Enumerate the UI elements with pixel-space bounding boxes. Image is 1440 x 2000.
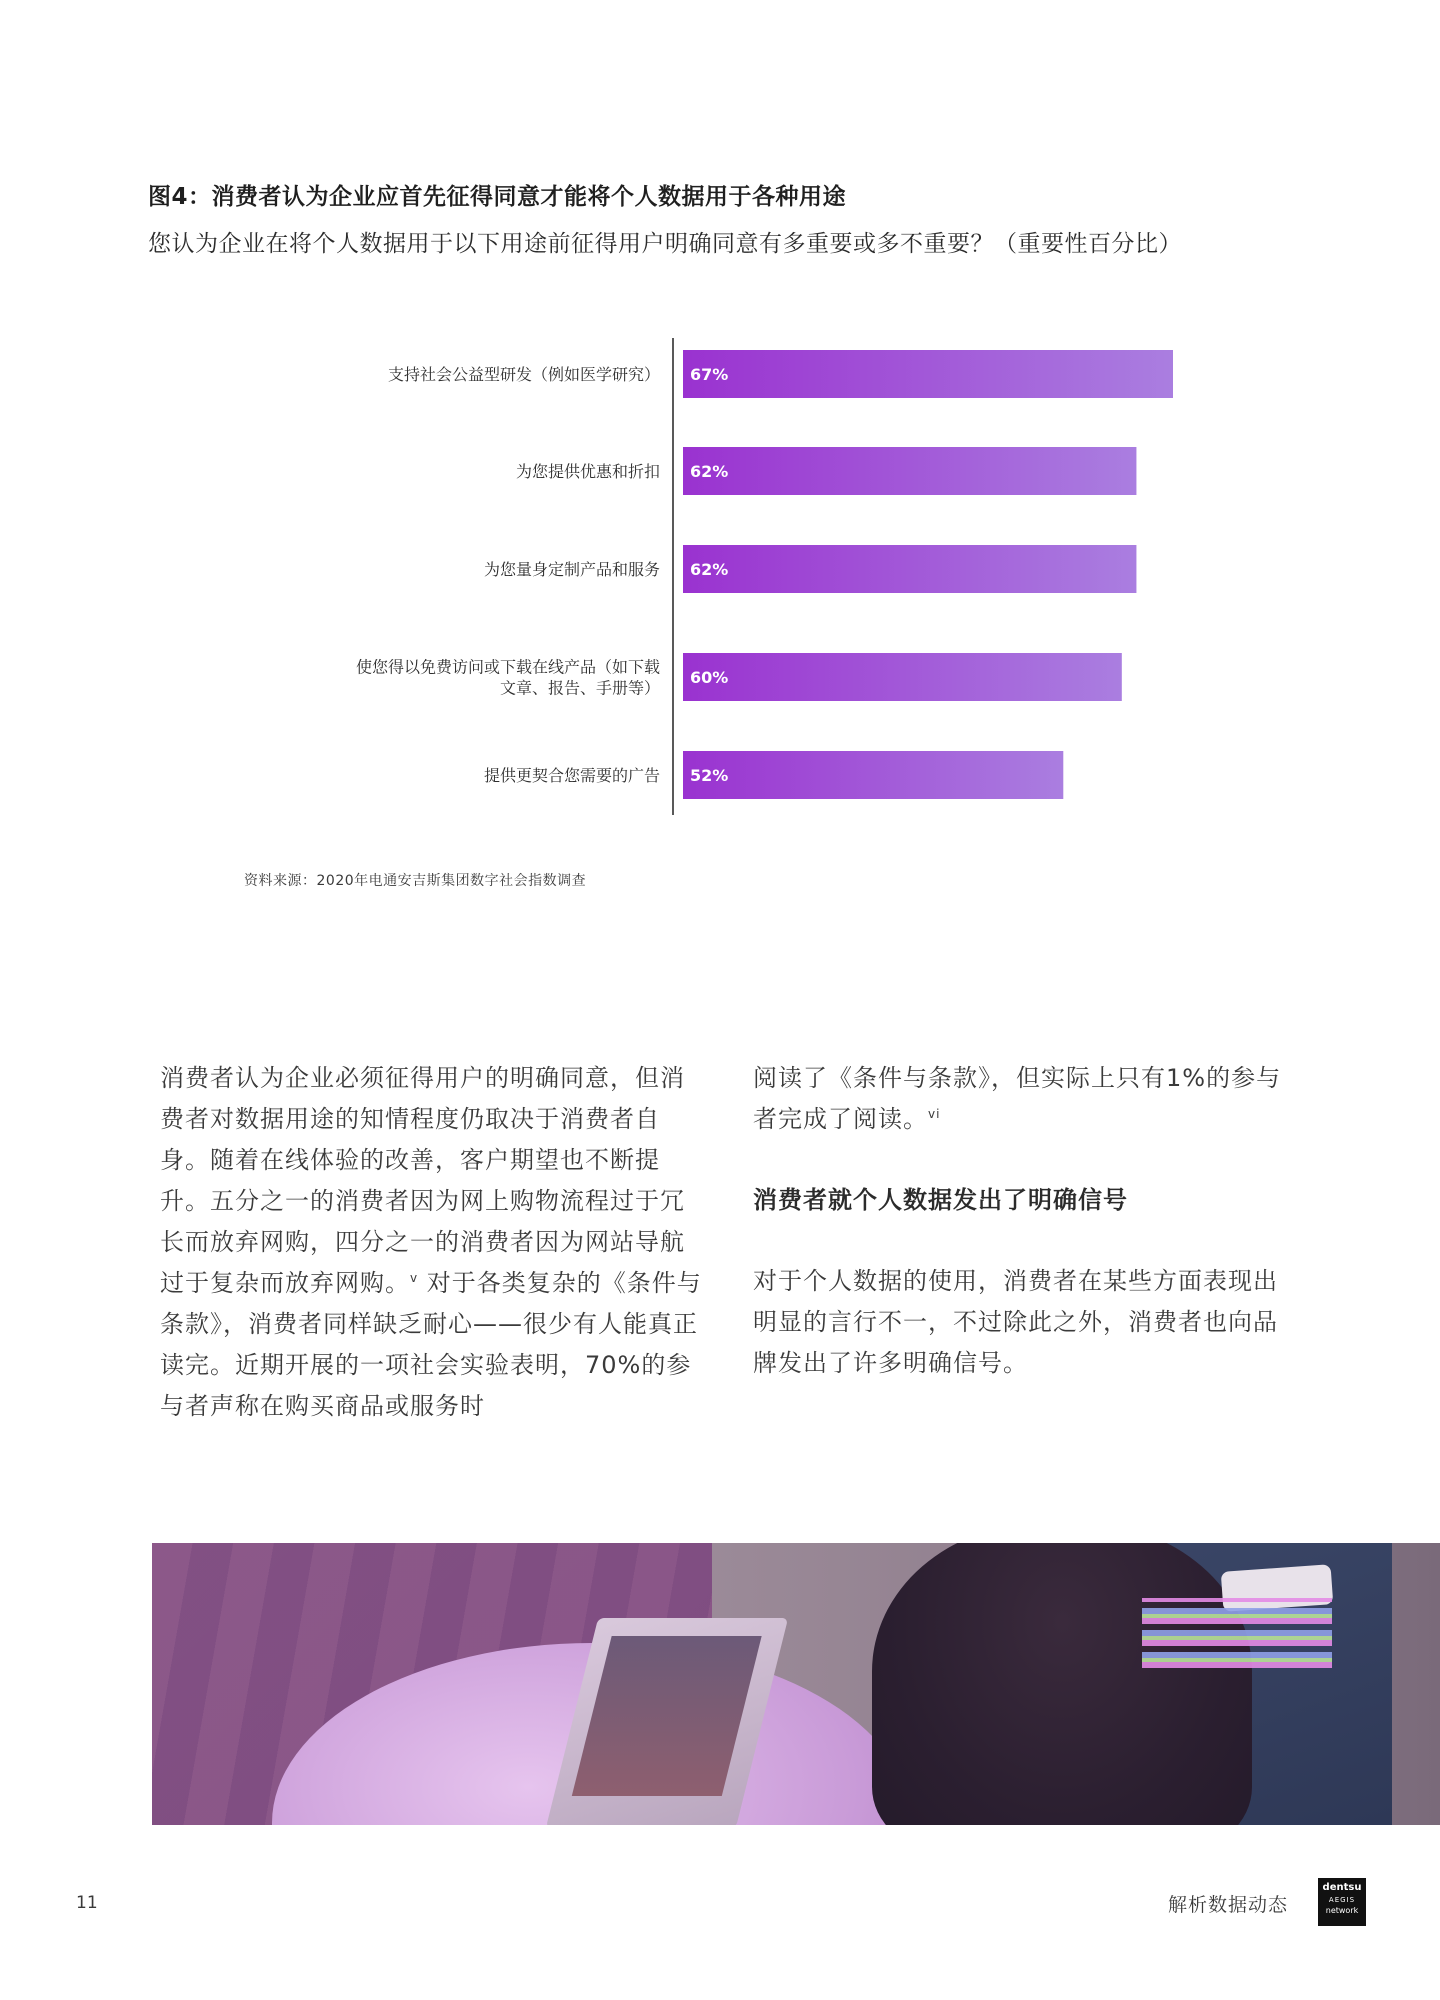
figure-title: 图4：消费者认为企业应首先征得同意才能将个人数据用于各种用途 bbox=[148, 184, 847, 210]
bar-2 bbox=[683, 447, 1136, 495]
chart-source: 资料来源：2020年电通安吉斯集团数字社会指数调查 bbox=[244, 873, 587, 889]
logo-text-dentsu: dentsu bbox=[1322, 1882, 1362, 1893]
body-paragraph-right bbox=[753, 1058, 1298, 1140]
bar-value-label-2: 62% bbox=[690, 462, 729, 481]
photo-person bbox=[872, 1543, 1252, 1825]
dentsu-aegis-logo bbox=[1318, 1878, 1366, 1926]
bar-value-label-1: 67% bbox=[690, 365, 729, 384]
category-label-2: 为您提供优惠和折扣 bbox=[515, 462, 660, 481]
footer-title: 解析数据动态 bbox=[1168, 1894, 1289, 1916]
bar-5 bbox=[683, 751, 1063, 799]
photo-person-laptop bbox=[152, 1543, 1440, 1825]
bar-value-label-5: 52% bbox=[690, 766, 729, 785]
category-label-3: 为您量身定制产品和服务 bbox=[483, 560, 660, 579]
bar-4 bbox=[683, 653, 1122, 701]
category-label-4-line-2: 文章、报告、手册等） bbox=[499, 678, 660, 698]
bar-chart bbox=[0, 0, 1440, 900]
bar-1 bbox=[683, 350, 1173, 398]
body-text-right: 阅读了《条件与条款》，但实际上只有1%的参与者完成了阅读。 bbox=[753, 1064, 1282, 1133]
category-label-5: 提供更契合您需要的广告 bbox=[483, 766, 660, 785]
body-paragraph-left bbox=[160, 1058, 705, 1427]
logo-text-aegis: AEGIS bbox=[1328, 1896, 1356, 1904]
photo-glitch-effect bbox=[1142, 1598, 1332, 1668]
bar-value-label-3: 62% bbox=[690, 560, 729, 579]
body-left-column bbox=[160, 1058, 705, 1427]
logo-text-network: network bbox=[1325, 1906, 1359, 1915]
body-paragraph-right-2: 对于个人数据的使用，消费者在某些方面表现出明显的言行不一，不过除此之外，消费者也向品牌发出了许多明确信号。 bbox=[753, 1267, 1278, 1377]
bar-value-label-4: 60% bbox=[690, 668, 729, 687]
category-label-1: 支持社会公益型研发（例如医学研究） bbox=[387, 365, 660, 384]
footnote-ref-v: v bbox=[410, 1271, 419, 1285]
footnote-ref-vi: vi bbox=[928, 1107, 941, 1121]
bar-3 bbox=[683, 545, 1136, 593]
section-heading: 消费者就个人数据发出了明确信号 bbox=[753, 1186, 1128, 1214]
body-right-column bbox=[753, 1058, 1298, 1384]
body-text-left-2: 对于各类复杂的《条件与条款》，消费者同样缺乏耐心——很少有人能真正读完。近期开展的一项社会实验表明，70%的参与者声称在购买商品或服务时 bbox=[160, 1269, 702, 1420]
photo-laptop-screen bbox=[572, 1636, 762, 1796]
page-number: 11 bbox=[76, 1893, 98, 1913]
category-label-4-line-1: 使您得以免费访问或下载在线产品（如下载 bbox=[355, 657, 660, 677]
figure-subtitle: 您认为企业在将个人数据用于以下用途前征得用户明确同意有多重要或多不重要？（重要性百分比） bbox=[148, 231, 1182, 257]
body-text-left: 消费者认为企业必须征得用户的明确同意，但消费者对数据用途的知情程度仍取决于消费者自身。随着在线体验的改善，客户期望也不断提升。五分之一的消费者因为网上购物流程过于冗长而放弃网购，四分之一的消费者因为网站导航过于复杂而放弃网购。 bbox=[160, 1064, 685, 1297]
